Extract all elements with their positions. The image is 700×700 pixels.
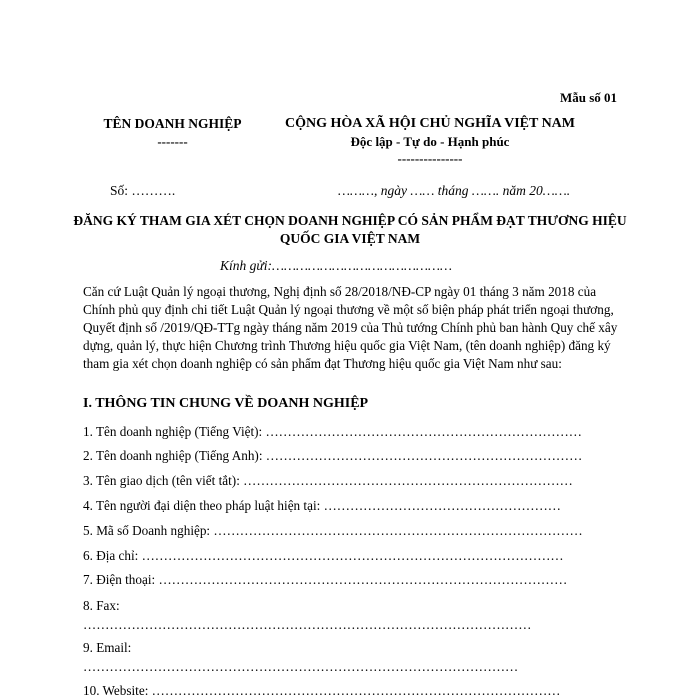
field-name-vi xyxy=(83,424,582,440)
field-label: 2. Tên doanh nghiệp (Tiếng Anh): xyxy=(83,448,266,463)
document-number: Số: ………. xyxy=(110,183,176,198)
org-separator: ------- xyxy=(157,134,188,149)
field-blank[interactable]: …………………………………………………………………………………… xyxy=(141,548,564,563)
field-label: 1. Tên doanh nghiệp (Tiếng Việt): xyxy=(83,424,266,439)
field-blank[interactable]: ……………………………………………………………… xyxy=(265,448,583,463)
field-blank[interactable]: ………………………………………………………………………………… xyxy=(158,572,568,587)
document-title: ĐĂNG KÝ THAM GIA XÉT CHỌN DOANH NGHIỆP CÓ SẢN PHẨM ĐẠT THƯƠNG HIỆU QUỐC GIA VIỆT NAM xyxy=(73,213,627,246)
field-enterprise-code xyxy=(83,523,583,539)
field-phone xyxy=(83,572,567,588)
motto: Độc lập - Tự do - Hạnh phúc xyxy=(350,134,510,149)
section-heading-general-info: I. THÔNG TIN CHUNG VỀ DOANH NGHIỆP xyxy=(83,396,369,411)
field-blank[interactable]: ………………………………………………………………………………………… xyxy=(83,617,532,632)
field-label: 3. Tên giao dịch (tên viết tắt): xyxy=(83,473,244,488)
field-label: 5. Mã số Doanh nghiệp: xyxy=(83,523,214,538)
field-label: 9. Email: xyxy=(83,640,132,655)
body-paragraph: Căn cứ Luật Quản lý ngoại thương, Nghị định số 28/2018/NĐ-CP ngày 01 tháng 3 năm 2018 của Chính phủ quy định chi tiết Luật Quản lý ngoại thương về một số biện pháp phát triển ngoại thương, Quyết định số /2019/QĐ-TTg ngày tháng năm 2019 của Thủ tướng Chính phủ ban hành Quy chế xây dựng, quản lý, thực hiện Chương trình Thương hiệu quốc gia Việt Nam, (tên doanh nghiệp) đăng ký tham gia xét chọn doanh nghiệp có sản phẩm đạt Thương hiệu quốc gia Việt Nam như sau: xyxy=(83,284,618,371)
org-name: TÊN DOANH NGHIỆP xyxy=(103,116,242,131)
field-label: 4. Tên người đại diện theo pháp luật hiện tại: xyxy=(83,498,324,513)
field-email-blank-line xyxy=(83,659,518,675)
form-code: Mẫu số 01 xyxy=(560,90,618,105)
field-name-en xyxy=(83,448,582,464)
field-fax xyxy=(83,598,120,614)
field-label: 10. Website: xyxy=(83,683,152,698)
field-blank[interactable]: ………………………………………………………………………… xyxy=(213,523,583,538)
document-date: ………, ngày …… tháng ……. năm 20……. xyxy=(338,183,571,198)
field-legal-representative xyxy=(83,498,561,514)
field-label: 6. Địa chỉ: xyxy=(83,548,142,563)
field-blank[interactable]: ……………………………………………… xyxy=(323,498,561,513)
field-fax-blank-line xyxy=(83,617,531,633)
field-label: 8. Fax: xyxy=(83,598,120,613)
field-blank[interactable]: ……………………………………………………………… xyxy=(265,424,582,439)
field-blank[interactable]: ………………………………………………………………… xyxy=(243,473,573,488)
field-website xyxy=(83,683,560,699)
field-blank[interactable]: ………………………………………………………………………………… xyxy=(151,683,561,698)
field-email xyxy=(83,640,131,656)
field-trade-name xyxy=(83,473,573,489)
field-label: 7. Điện thoại: xyxy=(83,572,159,587)
recipient-line: Kính gửi:……………………………………… xyxy=(220,258,453,273)
field-address xyxy=(83,548,564,564)
field-blank[interactable]: ……………………………………………………………………………………… xyxy=(83,659,519,674)
nation-header: CỘNG HÒA XÃ HỘI CHỦ NGHĨA VIỆT NAM xyxy=(284,116,575,131)
motto-separator: --------------- xyxy=(397,151,463,166)
